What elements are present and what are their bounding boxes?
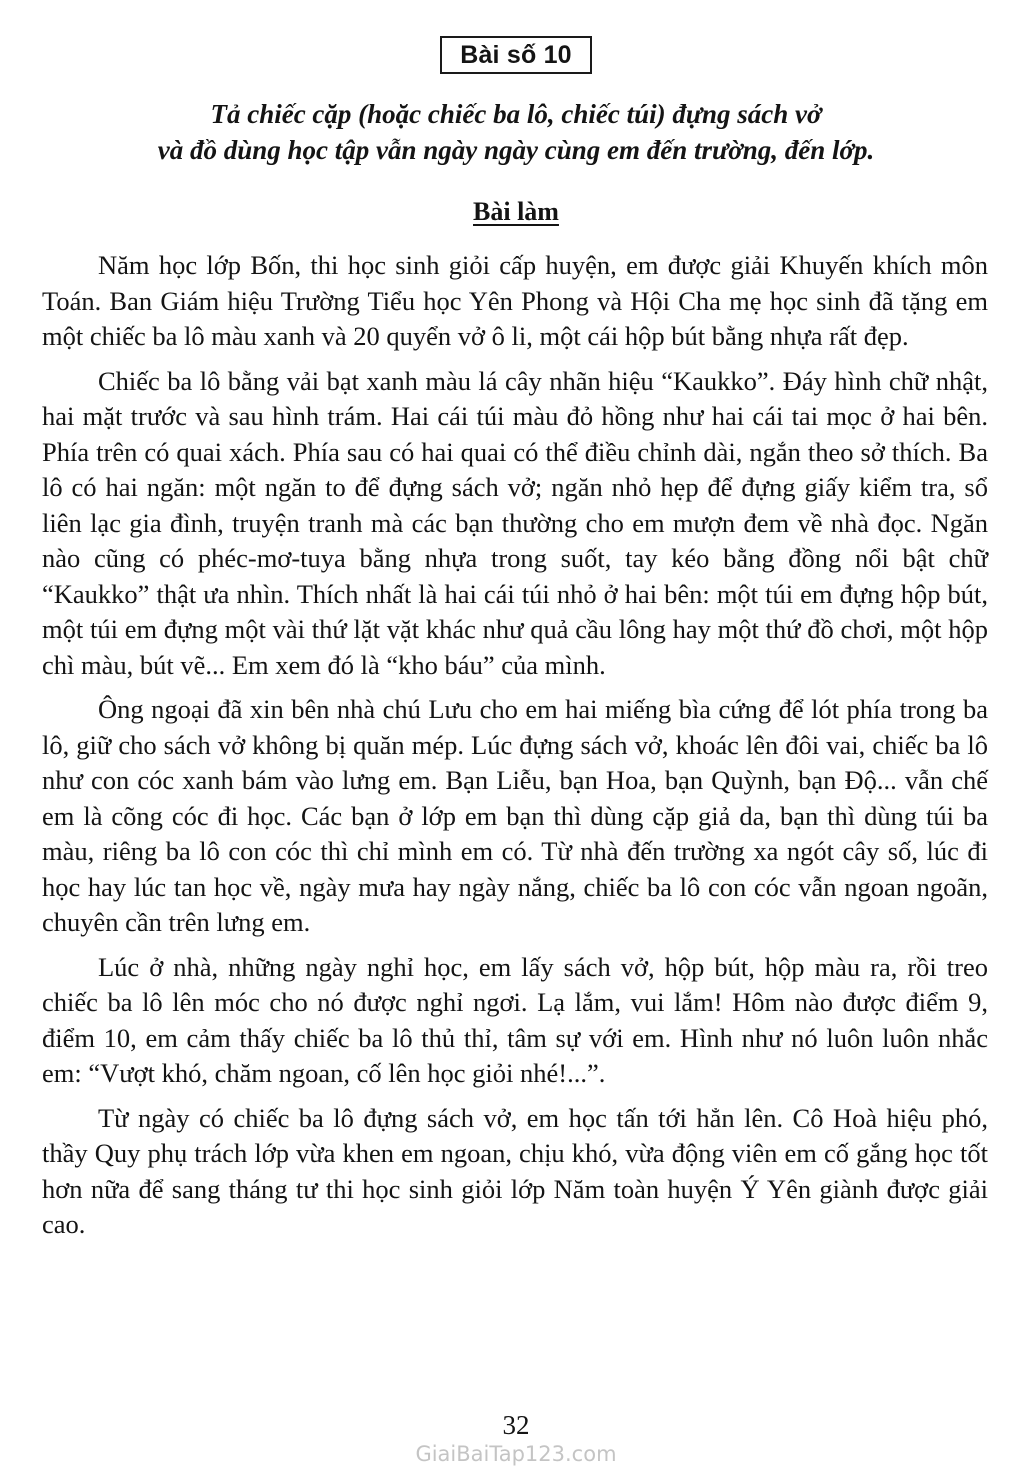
essay-body	[42, 248, 988, 1252]
section-title: Bài làm	[473, 197, 559, 226]
lesson-label-box: Bài số 10	[440, 36, 592, 74]
site-watermark: GiaiBaiTap123.com	[415, 1442, 617, 1466]
essay-paragraph: Chiếc ba lô bằng vải bạt xanh màu lá cây nhãn hiệu “Kaukko”. Đáy hình chữ nhật, hai mặt trước và sau hình trám. Hai cái túi màu đỏ hồng như hai cái tai mọc ở hai bên. Phía trên có quai xách. Phía sau có hai quai có thể điều chỉnh dài, ngắn theo sở thích. Ba lô có hai ngăn: một ngăn to để đựng sách vở; ngăn nhỏ hẹp để đựng giấy kiểm tra, sổ liên lạc gia đình, truyện tranh mà các bạn thường cho em mượn đem về nhà đọc. Ngăn nào cũng có phéc-mơ-tuya bằng nhựa trong suốt, tay kéo bằng đồng nổi bật chữ “Kaukko” thật ưa nhìn. Thích nhất là hai cái túi nhỏ ở hai bên: một túi em đựng hộp bút, một túi em đựng một vài thứ lặt vặt khác như quả cầu lông hay một thứ đồ chơi, một hộp chì màu, bút vẽ... Em xem đó là “kho báu” của mình.	[42, 365, 988, 680]
essay-paragraph: Năm học lớp Bốn, thi học sinh giỏi cấp huyện, em được giải Khuyến khích môn Toán. Ban Giám hiệu Trường Tiểu học Yên Phong và Hội Cha mẹ học sinh đã tặng em một chiếc ba lô màu xanh và 20 quyển vở ô li, một cái hộp bút bằng nhựa rất đẹp.	[42, 250, 988, 351]
document-page	[42, 0, 990, 1474]
essay-prompt	[42, 96, 990, 168]
essay-prompt-line-2: và đồ dùng học tập vẫn ngày ngày cùng em đến trường, đến lớp.	[157, 135, 875, 165]
essay-paragraph: Lúc ở nhà, những ngày nghỉ học, em lấy sách vở, hộp bút, hộp màu ra, rồi treo chiếc ba lô lên móc cho nó được nghỉ ngơi. Lạ lắm, vui lắm! Hôm nào được điểm 9, điểm 10, em cảm thấy chiếc ba lô thủ thỉ, tâm sự với em. Hình như nó luôn luôn nhắc em: “Vượt khó, chăm ngoan, cố lên học giỏi nhé!...”.	[42, 951, 988, 1088]
essay-prompt-line-1: Tả chiếc cặp (hoặc chiếc ba lô, chiếc túi) đựng sách vở	[210, 99, 822, 129]
page-number: 32	[502, 1410, 530, 1440]
essay-paragraph: Ông ngoại đã xin bên nhà chú Lưu cho em hai miếng bìa cứng để lót phía trong ba lô, giữ cho sách vở không bị quăn mép. Lúc đựng sách vở, khoác lên đôi vai, chiếc ba lô như con cóc xanh bám vào lưng em. Bạn Liễu, bạn Hoa, bạn Quỳnh, bạn Độ... vẫn chế em là cõng cóc đi học. Các bạn ở lớp em bạn thì dùng cặp giả da, bạn thì dùng túi ba màu, riêng ba lô con cóc thì chỉ mình em có. Từ nhà đến trường xa ngót cây số, lúc đi học hay lúc tan học về, ngày mưa hay ngày nắng, chiếc ba lô con cóc vẫn ngoan ngoãn, chuyên cần trên lưng em.	[42, 694, 988, 937]
essay-paragraph: Từ ngày có chiếc ba lô đựng sách vở, em học tấn tới hẳn lên. Cô Hoà hiệu phó, thầy Quy phụ trách lớp vừa khen em ngoan, chịu khó, vừa động viên em cố gắng học tốt hơn nữa để sang tháng tư thi học sinh giỏi lớp Năm toàn huyện Ý Yên giành được giải cao.	[42, 1102, 988, 1239]
